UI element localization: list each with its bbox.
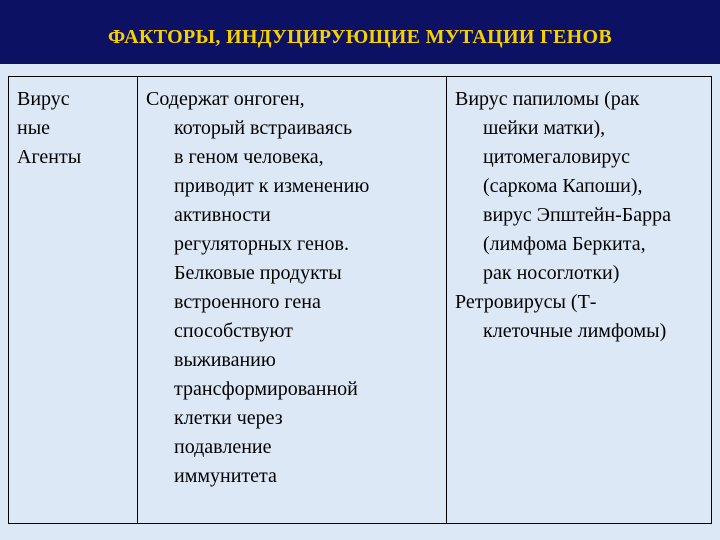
text-line: Агенты [17,146,82,168]
mechanism-cell [138,77,447,524]
text-line: выживанию [174,349,276,371]
text-line: который встраиваясь [174,117,353,139]
examples-lines [455,85,705,346]
text-line: Ретровирусы (Т- [455,291,597,313]
mutation-factors-table [8,76,712,524]
text-line: приводит к изменению [174,175,370,197]
mechanism-lines [146,85,440,491]
text-line: (лимфома Беркита, [483,233,646,255]
text-line: регуляторных генов. [174,233,349,255]
text-line: Белковые продукты [174,262,342,284]
text-line: иммунитета [174,465,277,487]
factor-lines [17,85,131,172]
table-row [9,77,712,524]
text-line: клеточные лимфомы) [483,320,667,342]
text-line: активности [174,204,271,226]
text-line: способствуют [174,320,293,342]
slide-title: ФАКТОРЫ, ИНДУЦИРУЮЩИЕ МУТАЦИИ ГЕНОВ [107,26,613,48]
text-line: рак носоглотки) [483,262,620,284]
text-line: встроенного гена [174,291,321,313]
text-line: Содержат онгоген, [146,88,305,110]
text-line: шейки матки), [483,117,606,139]
text-line: в геном человека, [174,146,324,168]
examples-cell [447,77,712,524]
text-line: клетки через [174,407,283,429]
text-line: Вирус папиломы (рак [455,88,640,110]
text-line: ные [17,117,51,139]
text-line: вирус Эпштейн-Барра [483,204,671,226]
text-line: подавление [174,436,272,458]
factor-cell [9,77,138,524]
text-line: (саркома Капоши), [483,175,643,197]
text-line: цитомегаловирус [483,146,631,168]
text-line: Вирус [17,88,70,110]
text-line: трансформированной [174,378,358,400]
